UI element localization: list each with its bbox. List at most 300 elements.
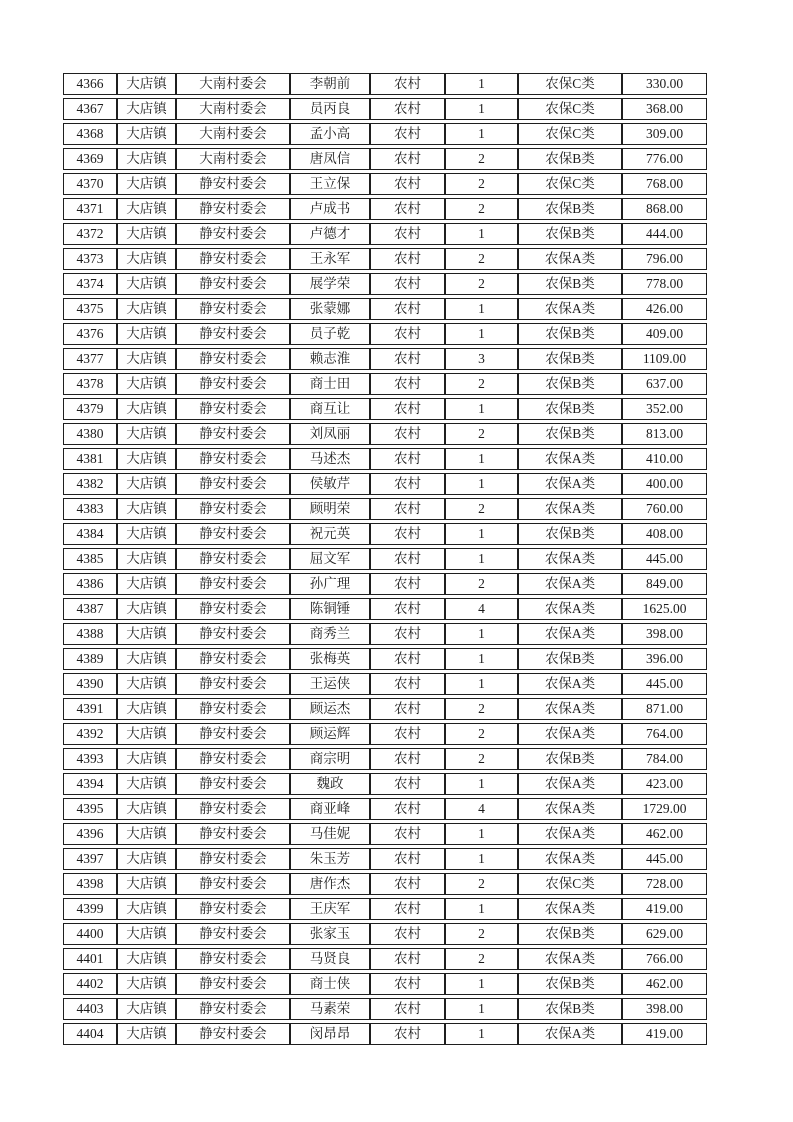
cell-category: 农保C类 — [518, 173, 622, 195]
cell-persons: 1 — [445, 298, 518, 320]
cell-persons: 2 — [445, 923, 518, 945]
cell-name: 张梅英 — [290, 648, 370, 670]
cell-persons: 2 — [445, 948, 518, 970]
cell-town: 大店镇 — [117, 648, 176, 670]
cell-category: 农保A类 — [518, 473, 622, 495]
cell-category: 农保A类 — [518, 848, 622, 870]
cell-seq: 4371 — [63, 198, 117, 220]
cell-name: 朱玉芳 — [290, 848, 370, 870]
cell-town: 大店镇 — [117, 1023, 176, 1045]
cell-persons: 1 — [445, 323, 518, 345]
cell-seq: 4366 — [63, 73, 117, 95]
cell-residence: 农村 — [370, 298, 445, 320]
cell-residence: 农村 — [370, 823, 445, 845]
cell-residence: 农村 — [370, 698, 445, 720]
cell-category: 农保B类 — [518, 523, 622, 545]
cell-village: 静安村委会 — [176, 523, 290, 545]
cell-town: 大店镇 — [117, 298, 176, 320]
cell-seq: 4384 — [63, 523, 117, 545]
table-row — [63, 1023, 707, 1045]
cell-town: 大店镇 — [117, 748, 176, 770]
cell-seq: 4377 — [63, 348, 117, 370]
cell-persons: 1 — [445, 848, 518, 870]
cell-village: 静安村委会 — [176, 948, 290, 970]
cell-persons: 2 — [445, 198, 518, 220]
cell-category: 农保A类 — [518, 298, 622, 320]
cell-amount: 396.00 — [622, 648, 707, 670]
cell-seq: 4380 — [63, 423, 117, 445]
cell-name: 卢德才 — [290, 223, 370, 245]
cell-category: 农保B类 — [518, 648, 622, 670]
table-row — [63, 773, 707, 795]
cell-seq: 4387 — [63, 598, 117, 620]
cell-amount: 796.00 — [622, 248, 707, 270]
cell-name: 顾明荣 — [290, 498, 370, 520]
cell-category: 农保A类 — [518, 248, 622, 270]
cell-category: 农保B类 — [518, 198, 622, 220]
table-row — [63, 223, 707, 245]
cell-village: 静安村委会 — [176, 198, 290, 220]
cell-name: 张家玉 — [290, 923, 370, 945]
cell-name: 祝元英 — [290, 523, 370, 545]
table-row — [63, 148, 707, 170]
cell-persons: 3 — [445, 348, 518, 370]
cell-amount: 419.00 — [622, 898, 707, 920]
table-row — [63, 198, 707, 220]
cell-seq: 4375 — [63, 298, 117, 320]
cell-amount: 776.00 — [622, 148, 707, 170]
cell-amount: 813.00 — [622, 423, 707, 445]
cell-name: 屈文军 — [290, 548, 370, 570]
cell-category: 农保B类 — [518, 373, 622, 395]
cell-residence: 农村 — [370, 623, 445, 645]
cell-town: 大店镇 — [117, 773, 176, 795]
cell-name: 商亚峰 — [290, 798, 370, 820]
cell-amount: 764.00 — [622, 723, 707, 745]
cell-name: 孟小高 — [290, 123, 370, 145]
cell-town: 大店镇 — [117, 723, 176, 745]
cell-seq: 4373 — [63, 248, 117, 270]
cell-village: 静安村委会 — [176, 248, 290, 270]
cell-amount: 400.00 — [622, 473, 707, 495]
cell-village: 静安村委会 — [176, 173, 290, 195]
table-row — [63, 848, 707, 870]
cell-town: 大店镇 — [117, 148, 176, 170]
cell-town: 大店镇 — [117, 73, 176, 95]
cell-village: 静安村委会 — [176, 673, 290, 695]
cell-village: 大南村委会 — [176, 148, 290, 170]
cell-seq: 4381 — [63, 448, 117, 470]
cell-name: 商宗明 — [290, 748, 370, 770]
table-row — [63, 898, 707, 920]
cell-seq: 4376 — [63, 323, 117, 345]
cell-category: 农保A类 — [518, 573, 622, 595]
cell-amount: 445.00 — [622, 673, 707, 695]
table-row — [63, 648, 707, 670]
cell-village: 静安村委会 — [176, 698, 290, 720]
cell-residence: 农村 — [370, 573, 445, 595]
cell-seq: 4396 — [63, 823, 117, 845]
cell-residence: 农村 — [370, 423, 445, 445]
cell-town: 大店镇 — [117, 873, 176, 895]
cell-persons: 1 — [445, 473, 518, 495]
table-row — [63, 673, 707, 695]
cell-village: 静安村委会 — [176, 373, 290, 395]
cell-name: 马贤良 — [290, 948, 370, 970]
cell-residence: 农村 — [370, 373, 445, 395]
cell-amount: 849.00 — [622, 573, 707, 595]
cell-name: 唐凤信 — [290, 148, 370, 170]
cell-persons: 2 — [445, 248, 518, 270]
table-row — [63, 398, 707, 420]
cell-amount: 784.00 — [622, 748, 707, 770]
table-row — [63, 923, 707, 945]
cell-amount: 423.00 — [622, 773, 707, 795]
cell-name: 马佳妮 — [290, 823, 370, 845]
cell-category: 农保B类 — [518, 223, 622, 245]
cell-persons: 4 — [445, 798, 518, 820]
table-row — [63, 723, 707, 745]
cell-category: 农保C类 — [518, 123, 622, 145]
cell-persons: 2 — [445, 723, 518, 745]
cell-town: 大店镇 — [117, 523, 176, 545]
cell-residence: 农村 — [370, 723, 445, 745]
table-row — [63, 248, 707, 270]
table-row — [63, 623, 707, 645]
cell-category: 农保A类 — [518, 548, 622, 570]
cell-name: 员子乾 — [290, 323, 370, 345]
cell-amount: 1729.00 — [622, 798, 707, 820]
cell-seq: 4404 — [63, 1023, 117, 1045]
cell-category: 农保B类 — [518, 398, 622, 420]
cell-amount: 760.00 — [622, 498, 707, 520]
cell-category: 农保C类 — [518, 98, 622, 120]
cell-residence: 农村 — [370, 123, 445, 145]
cell-residence: 农村 — [370, 448, 445, 470]
cell-amount: 768.00 — [622, 173, 707, 195]
cell-residence: 农村 — [370, 848, 445, 870]
cell-name: 王永军 — [290, 248, 370, 270]
cell-persons: 1 — [445, 448, 518, 470]
cell-amount: 419.00 — [622, 1023, 707, 1045]
cell-seq: 4397 — [63, 848, 117, 870]
cell-persons: 1 — [445, 773, 518, 795]
cell-name: 商士侠 — [290, 973, 370, 995]
cell-village: 静安村委会 — [176, 748, 290, 770]
cell-residence: 农村 — [370, 148, 445, 170]
cell-town: 大店镇 — [117, 598, 176, 620]
cell-residence: 农村 — [370, 948, 445, 970]
cell-persons: 1 — [445, 523, 518, 545]
cell-seq: 4385 — [63, 548, 117, 570]
cell-persons: 2 — [445, 748, 518, 770]
cell-residence: 农村 — [370, 473, 445, 495]
cell-village: 静安村委会 — [176, 623, 290, 645]
table-row — [63, 498, 707, 520]
cell-town: 大店镇 — [117, 673, 176, 695]
cell-residence: 农村 — [370, 398, 445, 420]
table-row — [63, 798, 707, 820]
cell-persons: 1 — [445, 648, 518, 670]
cell-persons: 2 — [445, 173, 518, 195]
cell-name: 展学荣 — [290, 273, 370, 295]
cell-amount: 330.00 — [622, 73, 707, 95]
cell-seq: 4374 — [63, 273, 117, 295]
cell-name: 李朝前 — [290, 73, 370, 95]
cell-village: 静安村委会 — [176, 648, 290, 670]
cell-village: 静安村委会 — [176, 1023, 290, 1045]
cell-persons: 4 — [445, 598, 518, 620]
cell-seq: 4382 — [63, 473, 117, 495]
cell-residence: 农村 — [370, 873, 445, 895]
cell-category: 农保A类 — [518, 623, 622, 645]
cell-amount: 410.00 — [622, 448, 707, 470]
cell-residence: 农村 — [370, 498, 445, 520]
cell-persons: 2 — [445, 423, 518, 445]
cell-amount: 637.00 — [622, 373, 707, 395]
cell-amount: 871.00 — [622, 698, 707, 720]
cell-residence: 农村 — [370, 248, 445, 270]
cell-town: 大店镇 — [117, 548, 176, 570]
table-row — [63, 73, 707, 95]
cell-seq: 4367 — [63, 98, 117, 120]
cell-village: 静安村委会 — [176, 973, 290, 995]
table-row — [63, 348, 707, 370]
cell-residence: 农村 — [370, 673, 445, 695]
cell-residence: 农村 — [370, 73, 445, 95]
cell-seq: 4372 — [63, 223, 117, 245]
cell-residence: 农村 — [370, 173, 445, 195]
cell-persons: 2 — [445, 873, 518, 895]
table-row — [63, 173, 707, 195]
cell-residence: 农村 — [370, 598, 445, 620]
cell-seq: 4398 — [63, 873, 117, 895]
cell-amount: 352.00 — [622, 398, 707, 420]
cell-category: 农保B类 — [518, 748, 622, 770]
cell-residence: 农村 — [370, 798, 445, 820]
table-row — [63, 473, 707, 495]
table-row — [63, 98, 707, 120]
cell-seq: 4393 — [63, 748, 117, 770]
cell-seq: 4395 — [63, 798, 117, 820]
table-row — [63, 273, 707, 295]
cell-town: 大店镇 — [117, 923, 176, 945]
cell-name: 王运侠 — [290, 673, 370, 695]
cell-seq: 4394 — [63, 773, 117, 795]
cell-category: 农保A类 — [518, 898, 622, 920]
cell-residence: 农村 — [370, 223, 445, 245]
cell-name: 顾运辉 — [290, 723, 370, 745]
cell-name: 刘凤丽 — [290, 423, 370, 445]
cell-category: 农保A类 — [518, 673, 622, 695]
cell-seq: 4369 — [63, 148, 117, 170]
cell-amount: 728.00 — [622, 873, 707, 895]
table-row — [63, 823, 707, 845]
cell-village: 静安村委会 — [176, 498, 290, 520]
cell-village: 大南村委会 — [176, 123, 290, 145]
cell-town: 大店镇 — [117, 123, 176, 145]
cell-persons: 2 — [445, 148, 518, 170]
cell-village: 大南村委会 — [176, 98, 290, 120]
cell-seq: 4390 — [63, 673, 117, 695]
table-row — [63, 548, 707, 570]
cell-persons: 1 — [445, 398, 518, 420]
cell-seq: 4388 — [63, 623, 117, 645]
cell-category: 农保A类 — [518, 823, 622, 845]
cell-amount: 868.00 — [622, 198, 707, 220]
cell-category: 农保A类 — [518, 498, 622, 520]
cell-seq: 4391 — [63, 698, 117, 720]
cell-residence: 农村 — [370, 773, 445, 795]
cell-category: 农保B类 — [518, 323, 622, 345]
cell-persons: 2 — [445, 373, 518, 395]
cell-residence: 农村 — [370, 348, 445, 370]
cell-seq: 4370 — [63, 173, 117, 195]
cell-category: 农保B类 — [518, 273, 622, 295]
cell-persons: 1 — [445, 673, 518, 695]
table-row — [63, 698, 707, 720]
cell-residence: 农村 — [370, 748, 445, 770]
cell-residence: 农村 — [370, 648, 445, 670]
cell-amount: 766.00 — [622, 948, 707, 970]
cell-amount: 462.00 — [622, 973, 707, 995]
cell-seq: 4368 — [63, 123, 117, 145]
cell-amount: 445.00 — [622, 848, 707, 870]
cell-village: 静安村委会 — [176, 348, 290, 370]
cell-town: 大店镇 — [117, 698, 176, 720]
cell-town: 大店镇 — [117, 573, 176, 595]
cell-category: 农保A类 — [518, 798, 622, 820]
cell-town: 大店镇 — [117, 948, 176, 970]
table-row — [63, 948, 707, 970]
table-row — [63, 323, 707, 345]
cell-category: 农保B类 — [518, 923, 622, 945]
cell-name: 闵昂昂 — [290, 1023, 370, 1045]
cell-persons: 2 — [445, 498, 518, 520]
table-row — [63, 448, 707, 470]
cell-persons: 2 — [445, 698, 518, 720]
cell-category: 农保A类 — [518, 948, 622, 970]
cell-residence: 农村 — [370, 323, 445, 345]
cell-village: 静安村委会 — [176, 573, 290, 595]
cell-seq: 4392 — [63, 723, 117, 745]
cell-amount: 462.00 — [622, 823, 707, 845]
cell-category: 农保A类 — [518, 773, 622, 795]
cell-village: 静安村委会 — [176, 223, 290, 245]
cell-persons: 1 — [445, 623, 518, 645]
cell-village: 大南村委会 — [176, 73, 290, 95]
cell-amount: 368.00 — [622, 98, 707, 120]
cell-persons: 1 — [445, 898, 518, 920]
cell-name: 赖志淮 — [290, 348, 370, 370]
cell-persons: 2 — [445, 273, 518, 295]
cell-persons: 1 — [445, 998, 518, 1020]
cell-village: 静安村委会 — [176, 848, 290, 870]
cell-seq: 4383 — [63, 498, 117, 520]
cell-amount: 309.00 — [622, 123, 707, 145]
cell-persons: 1 — [445, 1023, 518, 1045]
cell-name: 商士田 — [290, 373, 370, 395]
cell-town: 大店镇 — [117, 348, 176, 370]
cell-name: 魏政 — [290, 773, 370, 795]
cell-amount: 1109.00 — [622, 348, 707, 370]
cell-amount: 398.00 — [622, 623, 707, 645]
cell-name: 侯敏芹 — [290, 473, 370, 495]
cell-residence: 农村 — [370, 1023, 445, 1045]
cell-category: 农保A类 — [518, 1023, 622, 1045]
table-row — [63, 973, 707, 995]
cell-persons: 1 — [445, 823, 518, 845]
cell-category: 农保C类 — [518, 873, 622, 895]
cell-town: 大店镇 — [117, 398, 176, 420]
cell-persons: 1 — [445, 123, 518, 145]
cell-residence: 农村 — [370, 98, 445, 120]
cell-village: 静安村委会 — [176, 998, 290, 1020]
cell-residence: 农村 — [370, 548, 445, 570]
cell-persons: 1 — [445, 223, 518, 245]
cell-town: 大店镇 — [117, 623, 176, 645]
cell-category: 农保A类 — [518, 598, 622, 620]
cell-persons: 1 — [445, 73, 518, 95]
cell-name: 卢成书 — [290, 198, 370, 220]
cell-category: 农保A类 — [518, 448, 622, 470]
cell-persons: 1 — [445, 98, 518, 120]
cell-category: 农保B类 — [518, 348, 622, 370]
cell-name: 张蒙娜 — [290, 298, 370, 320]
cell-category: 农保A类 — [518, 698, 622, 720]
cell-village: 静安村委会 — [176, 823, 290, 845]
cell-amount: 398.00 — [622, 998, 707, 1020]
cell-town: 大店镇 — [117, 848, 176, 870]
table-row — [63, 523, 707, 545]
payment-roster-table — [63, 70, 707, 1048]
cell-seq: 4401 — [63, 948, 117, 970]
cell-town: 大店镇 — [117, 798, 176, 820]
cell-village: 静安村委会 — [176, 423, 290, 445]
cell-name: 唐作杰 — [290, 873, 370, 895]
cell-town: 大店镇 — [117, 323, 176, 345]
cell-town: 大店镇 — [117, 373, 176, 395]
table-row — [63, 748, 707, 770]
cell-village: 静安村委会 — [176, 548, 290, 570]
table-row — [63, 598, 707, 620]
table-row — [63, 423, 707, 445]
cell-amount: 409.00 — [622, 323, 707, 345]
cell-village: 静安村委会 — [176, 448, 290, 470]
cell-town: 大店镇 — [117, 473, 176, 495]
cell-name: 马素荣 — [290, 998, 370, 1020]
cell-town: 大店镇 — [117, 98, 176, 120]
cell-name: 商秀兰 — [290, 623, 370, 645]
cell-amount: 629.00 — [622, 923, 707, 945]
cell-town: 大店镇 — [117, 173, 176, 195]
cell-seq: 4402 — [63, 973, 117, 995]
cell-town: 大店镇 — [117, 273, 176, 295]
cell-town: 大店镇 — [117, 223, 176, 245]
cell-town: 大店镇 — [117, 498, 176, 520]
cell-village: 静安村委会 — [176, 398, 290, 420]
cell-town: 大店镇 — [117, 448, 176, 470]
table-row — [63, 573, 707, 595]
payment-roster-body — [63, 73, 707, 1045]
cell-residence: 农村 — [370, 273, 445, 295]
table-row — [63, 373, 707, 395]
cell-residence: 农村 — [370, 198, 445, 220]
cell-residence: 农村 — [370, 923, 445, 945]
cell-category: 农保B类 — [518, 973, 622, 995]
cell-town: 大店镇 — [117, 998, 176, 1020]
cell-persons: 2 — [445, 573, 518, 595]
